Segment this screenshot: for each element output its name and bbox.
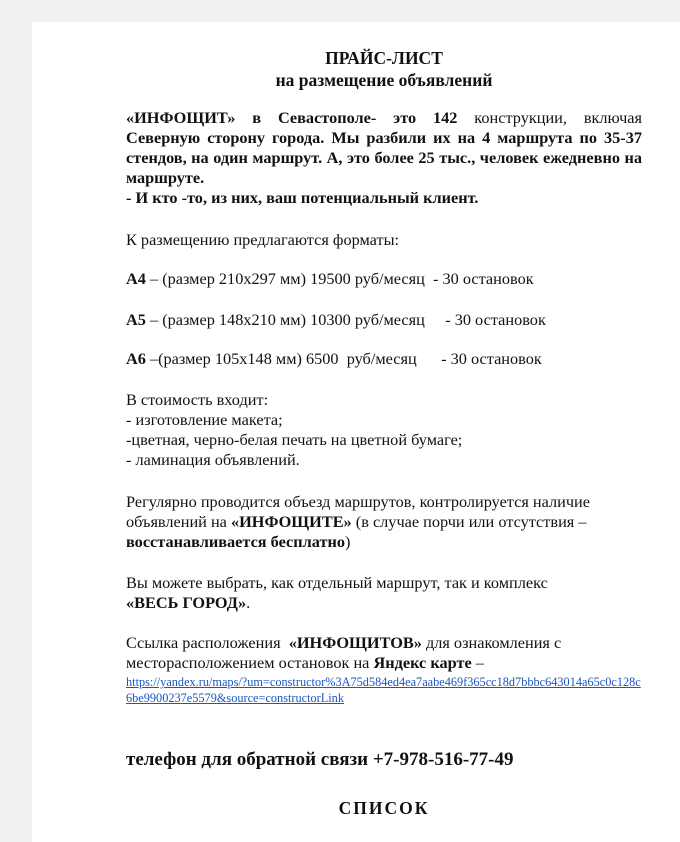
format-name: А4 (126, 269, 146, 288)
text: ) (345, 532, 351, 551)
check-paragraph (126, 492, 642, 552)
intro-paragraph (126, 108, 642, 188)
text: Ссылка расположения (126, 633, 289, 652)
text: Вы можете выбрать, как отдельный маршрут, так и комплекс (126, 573, 548, 592)
yandex-map-link[interactable]: https://yandex.ru/maps/?um=constructor%3A75d584ed4ea7aabe469f365cc18d7bbbc643014a65c0c128c6be9900237e5579&source=constructorLink (126, 675, 641, 705)
list-heading: СПИСОК (338, 798, 430, 818)
format-details: – (размер 148х210 мм) 10300 руб/месяц - 30 остановок (145, 310, 546, 329)
text: (в случае порчи или отсутствия – (351, 512, 587, 531)
link-block (126, 674, 642, 706)
text: – (471, 653, 484, 672)
list-item: - изготовление макета; (126, 410, 283, 429)
brand-name: «ИНФОЩИТЕ» (230, 512, 352, 531)
text: для ознакомления с месторасположением остановок на (126, 633, 562, 672)
choose-paragraph (126, 573, 596, 613)
link-paragraph (126, 633, 616, 673)
format-a5 (126, 310, 642, 330)
format-details: –(размер 105х148 мм) 6500 руб/месяц - 30 остановок (145, 349, 542, 368)
intro-last-line: - И кто -то, из них, ваш потенциальный клиент. (126, 188, 479, 207)
format-details: – (размер 210х297 мм) 19500 руб/месяц - 30 остановок (145, 269, 534, 288)
intro-text: Северную сторону города. Мы разбили их на 4 маршрута по 35-37 стендов, на один маршрут. А, это более 25 тыс., человек ежедневно на маршруте. (126, 128, 642, 187)
free-restore-text: восстанавливается бесплатно (126, 532, 346, 551)
format-name: А5 (126, 310, 146, 329)
intro-text: в Севастополе- это 142 (235, 108, 475, 127)
list-item: - ламинация объявлений. (126, 450, 300, 469)
page-subtitle: на размещение объявлений (275, 70, 493, 90)
format-a4 (126, 269, 642, 289)
phone-contact: телефон для обратной связи +7-978-516-77-49 (126, 749, 514, 770)
includes-list (126, 390, 642, 470)
yandex-map-label: Яндекс карте (373, 653, 472, 672)
formats-heading: К размещению предлагаются форматы: (126, 230, 400, 249)
text: Регулярно проводится объезд маршрутов, контролируется наличие объявлений на (126, 492, 590, 531)
brand-name: «ИНФОЩИТ» (126, 108, 236, 127)
includes-heading: В стоимость входит: (126, 390, 269, 409)
intro-text: конструкции, включая (474, 108, 642, 127)
brand-name: «ИНФОЩИТОВ» (288, 633, 422, 652)
format-a6 (126, 349, 642, 369)
format-name: А6 (126, 349, 146, 368)
page-title: ПРАЙС-ЛИСТ (325, 48, 443, 68)
whole-city-label: «ВЕСЬ ГОРОД» (126, 593, 247, 612)
text: . (246, 593, 251, 612)
list-item: -цветная, черно-белая печать на цветной бумаге; (126, 430, 463, 449)
